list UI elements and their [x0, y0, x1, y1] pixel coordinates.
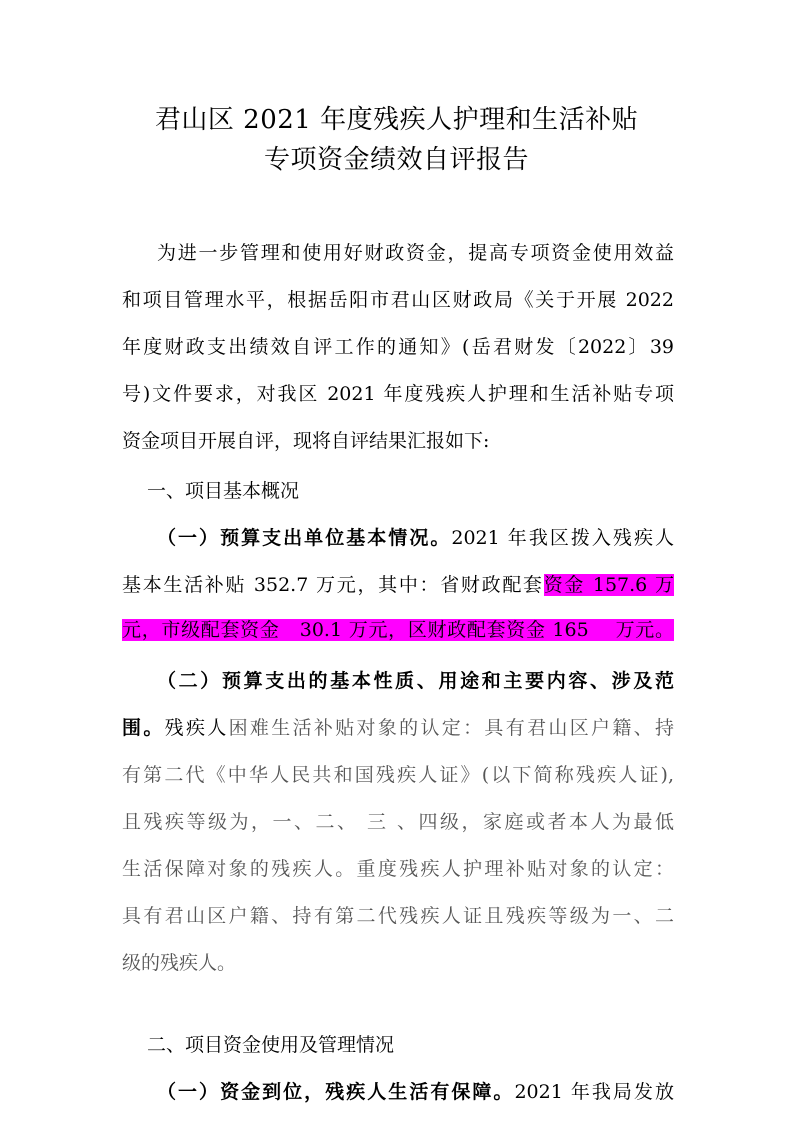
section1-sub2-line: 生活保障对象的残疾人。重度残疾人护理补贴对象的认定：	[122, 858, 674, 880]
section1-sub2-text-gray: 困难生活补贴对象的认定：具有君山区户籍、持	[228, 717, 674, 739]
intro-line: 资金项目开展自评，现将自评结果汇报如下:	[122, 430, 490, 452]
section1-sub2-title-line1: （二）预算支出的基本性质、用途和主要内容、涉及范	[157, 670, 674, 692]
section1-sub2-title-end: 围。	[122, 717, 165, 739]
highlighted-amount: 资金 157.6 万	[543, 574, 674, 596]
section1-sub2-line: 具有君山区户籍、持有第二代残疾人证且残疾等级为一、二	[122, 905, 674, 927]
section1-sub1-line3	[122, 615, 674, 645]
section1-sub2-text-black: 残疾人	[164, 717, 229, 739]
intro-line: 为进一步管理和使用好财政资金，提高专项资金使用效益	[157, 242, 674, 264]
report-title-line1: 君山区 2021 年度残疾人护理和生活补贴	[154, 105, 639, 135]
section1-sub2-line: 且残疾等级为，一、二、 三 、四级，家庭或者本人为最低	[122, 811, 674, 833]
intro-line: 号)文件要求，对我区 2021 年度残疾人护理和生活补贴专项	[122, 383, 674, 405]
section2-sub1-text: 2021 年我局发放	[514, 1081, 674, 1103]
section1-sub1-text: 2021 年我区拨入残疾人	[451, 527, 674, 549]
section1-sub2-line2	[122, 713, 674, 743]
section1-sub1-line2	[122, 570, 674, 600]
section2-heading: 二、项目资金使用及管理情况	[147, 1034, 395, 1056]
report-title-line2: 专项资金绩效自评报告	[263, 145, 529, 175]
budget-text: 基本生活补贴 352.7 万元，其中：省财政配套	[122, 574, 544, 596]
section1-sub2-line: 级的残疾人。	[122, 952, 237, 974]
section1-sub2-line: 有第二代《中华人民共和国残疾人证》(以下简称残疾人证),	[122, 764, 674, 786]
highlighted-amount: 元，市级配套资金 30.1 万元，区财政配套资金 165 万元。	[122, 619, 674, 641]
section1-sub1-title: （一）预算支出单位基本情况。	[157, 527, 452, 549]
intro-line: 和项目管理水平，根据岳阳市君山区财政局《关于开展 2022	[122, 289, 674, 311]
section2-sub1-line1	[157, 1077, 674, 1107]
section2-sub1-title: （一）资金到位，残疾人生活有保障。	[157, 1081, 515, 1103]
section1-sub1-line1	[157, 523, 674, 553]
intro-line: 年度财政支出绩效自评工作的通知》(岳君财发〔2022〕39	[122, 336, 674, 358]
section1-heading: 一、项目基本概况	[147, 480, 300, 502]
